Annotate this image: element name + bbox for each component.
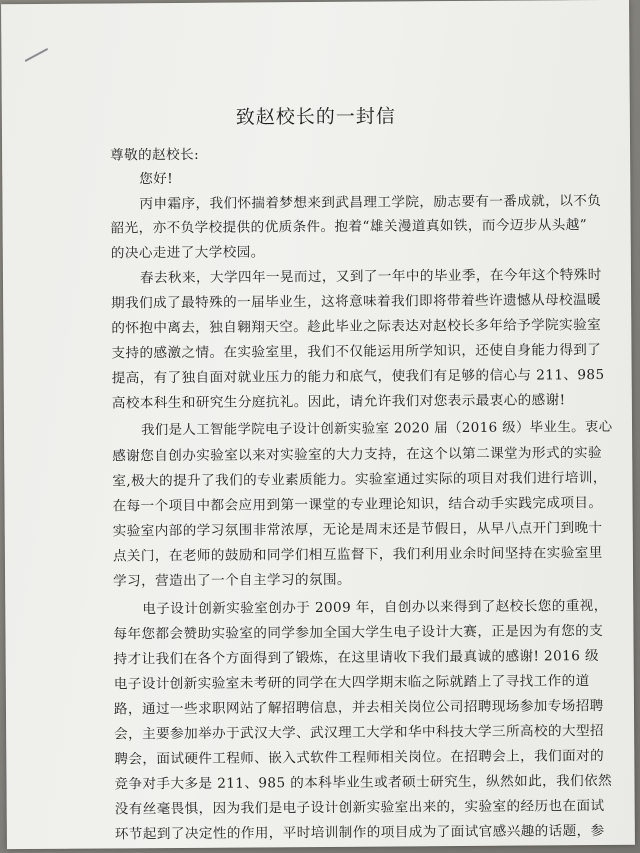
paragraph-line: 春去秋来，大学四年一晃而过，又到了一年中的毕业季，在今年这个特殊时 (139, 267, 602, 287)
paragraph-line: 电子设计创新实验室创办于 2009 年，自创办以来得到了赵校长您的重视， (142, 597, 608, 618)
paragraph-line: 实验室内部的学习氛围非常浓厚，无论是周末还是节假日，从早八点开门到晚十 (112, 520, 603, 540)
paragraph-line: 路，通过一些求职网站了解招聘信息，并去相关岗位公司招聘现场参加专场招聘 (113, 698, 604, 718)
paragraph-line: 期我们成了最特殊的一届毕业生，这将意味着我们即将带着些许遗憾从母校温暖 (111, 292, 601, 312)
paragraph-line: 点关门，在老师的鼓励和同学们相互监督下，我们利用业余时间坚持在实验室里 (112, 545, 603, 565)
paragraph-line: 学习，营造出了一个自主学习的氛围。 (113, 571, 352, 590)
paragraph-line: 聘会，面试硬件工程师、嵌入式软件工程师相关岗位。在招聘会上，我们面对的 (114, 748, 605, 768)
paragraph-line: 会，主要参加举办于武汉大学、武汉理工大学和华中科技大学三所高校的大型招 (114, 723, 604, 743)
paragraph-line: 每年您都会赞助实验室的同学参加全国大学生电子设计大赛，正是因为有您的支 (113, 623, 604, 643)
paragraph-line: 竞争对手大多是 211、985 的本科毕业生或者硕士研究生，纵然如此，我们依然 (114, 772, 613, 793)
paragraph-line: 环节起到了决定性的作用，平时培训制作的项目成为了面试官感兴趣的话题，参 (114, 823, 605, 843)
paragraph-line: 室,极大的提升了我们的专业素质能力。实验室通过实际的项目对我们进行培训， (112, 469, 607, 490)
paragraph-line: 在每一个项目中都会应用到第一课堂的专业理论知识，结合动手实践完成项目。 (112, 495, 603, 515)
paragraph-line: 提高，有了独自面对就业压力的能力和底气，使我们有足够的信心与 211、985 (111, 366, 605, 387)
paragraph-line: 的决心走进了大学校园。 (110, 244, 265, 262)
letter-title: 致赵校长的一封信 (235, 105, 396, 129)
paragraph-line: 我们是人工智能学院电子设计创新实验室 2020 届（2016 级）毕业生。衷心 (140, 419, 613, 439)
letter-page (1, 0, 635, 849)
paragraph-line: 没有丝毫畏惧，因为我们是电子设计创新实验室出来的，实验室的经历也在面试 (114, 798, 605, 818)
paragraph-line: 电子设计创新实验室未考研的同学在大四学期末临之际就踏上了寻找工作的道 (113, 673, 590, 693)
greeting: 您好! (139, 171, 174, 188)
paragraph-line: 韶光，亦不负学校提供的优质条件。抱着“雄关漫道真如铁，而今迈步从头越” (110, 217, 588, 237)
paragraph-line: 支持的感激之情。在实验室里，我们不仅能运用所学知识，还使自身能力得到了 (111, 342, 602, 362)
paragraph-line: 感谢您自创办实验室以来对实验室的大力支持，在这个以第二课堂为形式的实验 (112, 445, 603, 465)
paragraph-line: 丙申霜序，我们怀揣着梦想来到武昌理工学院，励志要有一番成就，以不负 (139, 193, 602, 213)
paragraph-line: 的怀抱中离去，独自翱翔天空。趁此毕业之际表达对赵校长多年给予学院实验室 (111, 317, 602, 337)
paragraph-line: 持才让我们在各个方面得到了锻炼，在这里请收下我们最真诚的感谢! 2016 级 (113, 648, 599, 668)
pen-mark (25, 48, 49, 62)
salutation: 尊敬的赵校长: (110, 146, 200, 164)
paragraph-line: 高校本科生和研究生分庭抗礼。因此，请允许我们对您表示最衷心的感谢! (111, 392, 566, 412)
